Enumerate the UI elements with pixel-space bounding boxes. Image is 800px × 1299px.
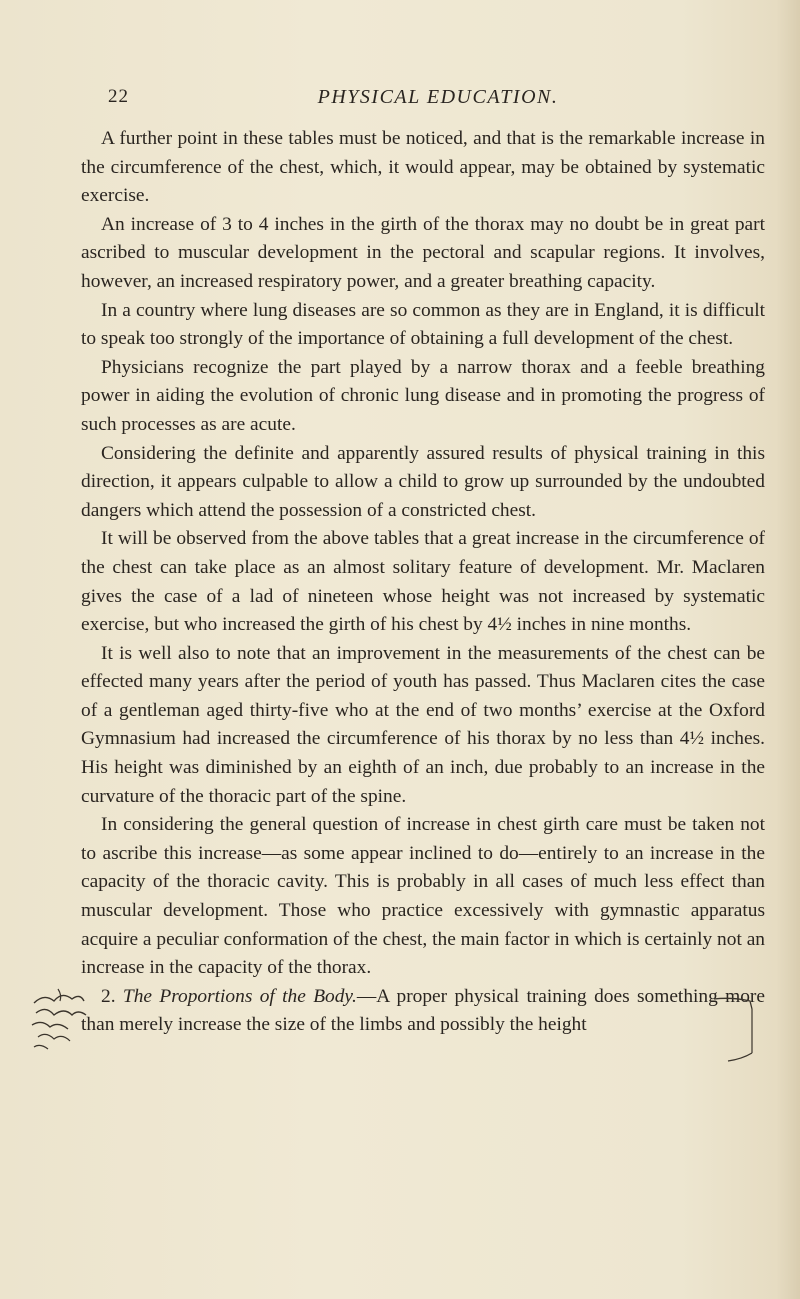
pencil-scribble-mark (28, 985, 88, 1055)
paragraph-8: In considering the general question of increase in chest girth care must be taken not to ascribe this increase—as some appear inclined to do—entirely to an increase in the capacity of the thoracic cavity. This is probably in all cases of much less effect than muscular development. Those who practice excessively with gymnastic apparatus acquire a peculiar conformation of the chest, the main factor in which is certainly not an increase in the capacity of the thorax. (81, 814, 765, 979)
paragraph-7: It is well also to note that an improvement in the measurements of the chest can be effected many years after the period of youth has passed. Thus Maclaren cites the case of a gentleman aged thirty-five who at the end of two months’ exercise at the Oxford Gymnasium had increased the circumference of his thorax by no less than 4½ inches. His height was diminished by an eighth of an inch, due probably to an increase in the curvature of the thoracic part of the spine. (81, 642, 765, 807)
section-text: —A proper physical training does something more than merely increase the size of the limbs and possibly the height (81, 985, 765, 1036)
body-text (81, 125, 765, 1040)
pencil-bracket-mark (708, 995, 758, 1065)
section-title: The Proportions of the Body. (122, 985, 357, 1007)
page-number: 22 (108, 86, 129, 107)
section-number: 2. (101, 985, 116, 1007)
paragraph-3: In a country where lung diseases are so common as they are in England, it is difficult to speak too strongly of the importance of obtaining a full development of the chest. (81, 299, 765, 350)
paragraph-5: Considering the definite and apparently assured results of physical training in this direction, it appears culpable to allow a child to grow up surrounded by the undoubted dangers which attend the possession of a constricted chest. (81, 442, 765, 521)
paragraph-4: Physicians recognize the part played by a narrow thorax and a feeble breathing power in aiding the evolution of chronic lung disease and in promoting the progress of such processes as are acute. (81, 356, 765, 435)
running-title: PHYSICAL EDUCATION. (317, 86, 559, 108)
paragraph-1: A further point in these tables must be noticed, and that is the remarkable increase in the circumference of the chest, which, it would appear, may be obtained by systematic exercise. (81, 128, 765, 207)
page-header (108, 86, 768, 116)
paragraph-2: An increase of 3 to 4 inches in the girth of the thorax may no doubt be in great part ascribed to muscular development in the pectoral and scapular regions. It involves, however, an increased respiratory power, and a greater breathing capacity. (81, 213, 765, 292)
section-2-paragraph (81, 983, 765, 1040)
paragraph-6: It will be observed from the above tables that a great increase in the circumference of the chest can take place as an almost solitary feature of development. Mr. Maclaren gives the case of a lad of nineteen whose height was not increased by systematic exercise, but who increased the girth of his chest by 4½ inches in nine months. (81, 528, 765, 636)
